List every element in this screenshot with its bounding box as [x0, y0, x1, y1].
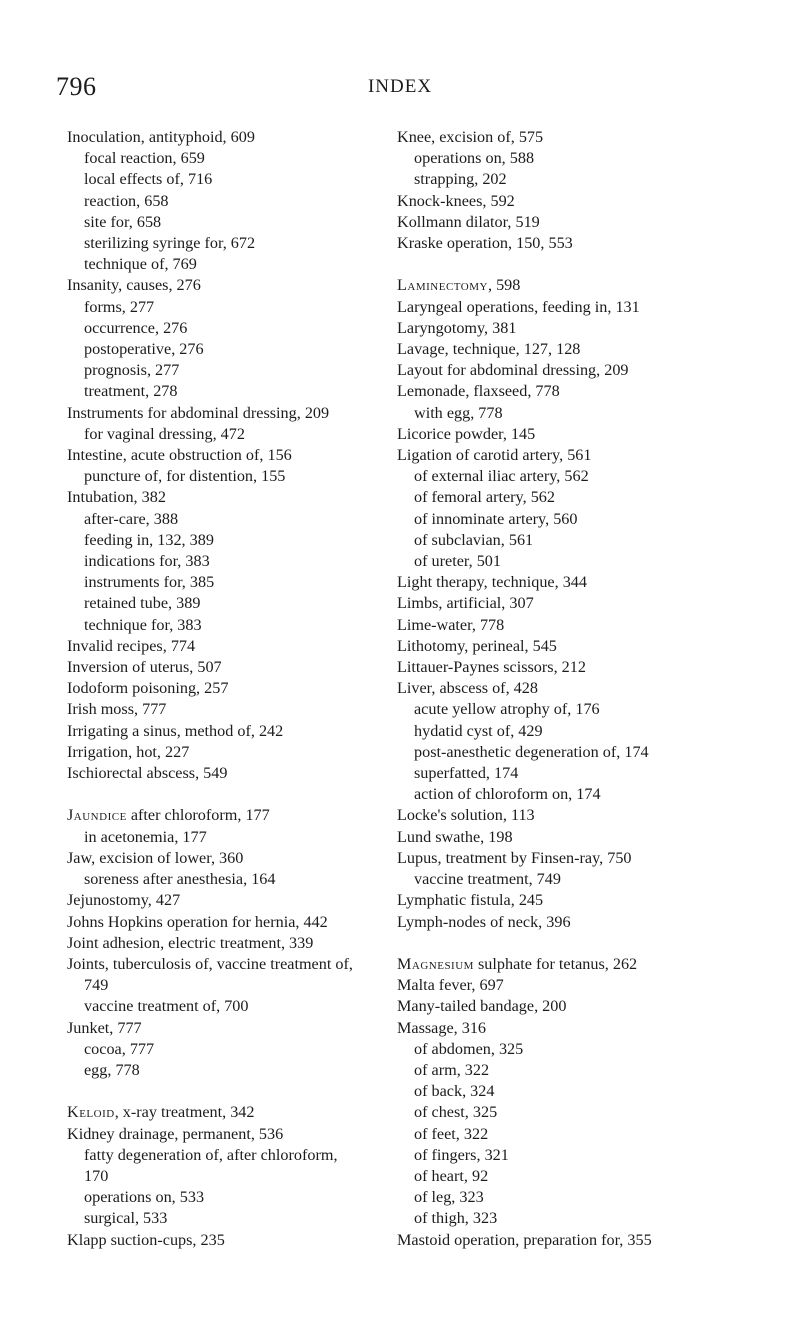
- index-subentry: [67, 996, 407, 1017]
- index-subentry: [67, 212, 407, 233]
- index-subentry: [397, 784, 742, 805]
- index-entry-text: Jaw, excision of lower, 360: [67, 848, 244, 867]
- index-entry-text: of feet, 322: [414, 1124, 489, 1143]
- index-entry-text: Mastoid operation, preparation for, 355: [397, 1230, 652, 1249]
- index-letter-heading: Keloid: [67, 1103, 115, 1122]
- index-entry-text: strapping, 202: [414, 170, 507, 189]
- index-entry-text: of abdomen, 325: [414, 1039, 524, 1058]
- index-entry: [67, 848, 407, 869]
- index-subentry: [397, 169, 742, 190]
- index-subentry: [67, 466, 407, 487]
- index-entry-continuation: [67, 1166, 407, 1187]
- index-entry-text: Invalid recipes, 774: [67, 636, 196, 655]
- index-entry-text: vaccine treatment of, 700: [84, 997, 249, 1016]
- index-subentry: [397, 1081, 742, 1102]
- index-entry: [397, 191, 742, 212]
- index-entry: [67, 742, 407, 763]
- index-subentry: [67, 297, 407, 318]
- index-entry-text: of leg, 323: [414, 1188, 484, 1207]
- index-subentry: [397, 1124, 742, 1145]
- index-entry-text: site for, 658: [84, 212, 162, 231]
- index-entry-text: egg, 778: [84, 1060, 140, 1079]
- index-entry-text: of fingers, 321: [414, 1145, 509, 1164]
- index-entry-text: fatty degeneration of, after chloroform,: [84, 1145, 338, 1164]
- index-entry-text: Lime-water, 778: [397, 615, 505, 634]
- index-entry: [397, 890, 742, 911]
- index-entry: [67, 954, 407, 975]
- index-subentry: [67, 572, 407, 593]
- index-subentry: [67, 1208, 407, 1229]
- index-entry-text: of arm, 322: [414, 1060, 490, 1079]
- index-entry-text: Irrigating a sinus, method of, 242: [67, 721, 284, 740]
- index-letter-heading: Laminectomy: [397, 276, 488, 295]
- index-subentry: [67, 615, 407, 636]
- index-entry: [397, 297, 742, 318]
- index-entry-text: Iodoform poisoning, 257: [67, 679, 229, 698]
- index-entry-text: Locke's solution, 113: [397, 806, 535, 825]
- index-entry: [397, 127, 742, 148]
- index-subentry: [397, 148, 742, 169]
- index-entry-text: 170: [84, 1166, 109, 1185]
- index-subentry: [397, 487, 742, 508]
- index-subentry: [397, 1060, 742, 1081]
- index-entry-text: reaction, 658: [84, 191, 169, 210]
- index-entry: [67, 805, 407, 826]
- index-subentry: [67, 381, 407, 402]
- index-entry-text: Lithotomy, perineal, 545: [397, 636, 557, 655]
- index-entry: [397, 678, 742, 699]
- index-subentry: [67, 551, 407, 572]
- index-entry: [397, 275, 742, 296]
- index-entry-text: retained tube, 389: [84, 594, 201, 613]
- index-entry-text: Limbs, artificial, 307: [397, 594, 534, 613]
- index-entry-text: technique for, 383: [84, 615, 202, 634]
- index-subentry: [397, 699, 742, 720]
- index-entry-text: Malta fever, 697: [397, 976, 504, 995]
- index-subentry: [67, 318, 407, 339]
- page-number: 796: [56, 72, 97, 101]
- index-entry-text: Intestine, acute obstruction of, 156: [67, 446, 292, 465]
- index-entry-text: Lund swathe, 198: [397, 827, 513, 846]
- index-entry: [67, 890, 407, 911]
- index-entry-text: of femoral artery, 562: [414, 488, 555, 507]
- index-entry: [397, 424, 742, 445]
- index-subentry: [397, 721, 742, 742]
- index-entry: [67, 636, 407, 657]
- index-entry-text: post-anesthetic degeneration of, 174: [414, 742, 649, 761]
- index-entry: [397, 360, 742, 381]
- index-entry-text: Joints, tuberculosis of, vaccine treatment of,: [67, 954, 353, 973]
- index-subentry: [397, 1102, 742, 1123]
- index-entry-text: operations on, 588: [414, 149, 535, 168]
- index-entry-text: Many-tailed bandage, 200: [397, 997, 567, 1016]
- index-entry-text: of heart, 92: [414, 1166, 489, 1185]
- index-entry-text: of external iliac artery, 562: [414, 467, 589, 486]
- index-subentry: [67, 169, 407, 190]
- index-entry: [67, 912, 407, 933]
- index-entry-text: cocoa, 777: [84, 1039, 155, 1058]
- index-entry: [397, 1018, 742, 1039]
- index-entry-text: treatment, 278: [84, 382, 178, 401]
- index-entry: [67, 1018, 407, 1039]
- index-entry-text: soreness after anesthesia, 164: [84, 870, 276, 889]
- index-entry: [67, 127, 407, 148]
- index-entry-text: forms, 277: [84, 297, 155, 316]
- index-entry: [397, 233, 742, 254]
- index-entry-text: , x-ray treatment, 342: [114, 1103, 255, 1122]
- index-entry-text: puncture of, for distention, 155: [84, 467, 286, 486]
- index-entry: [67, 678, 407, 699]
- index-subentry: [67, 827, 407, 848]
- index-entry-text: feeding in, 132, 389: [84, 530, 214, 549]
- index-entry-text: Layout for abdominal dressing, 209: [397, 361, 629, 380]
- index-entry: [67, 721, 407, 742]
- index-entry-text: of chest, 325: [414, 1103, 498, 1122]
- index-entry-text: instruments for, 385: [84, 573, 215, 592]
- index-entry-text: with egg, 778: [414, 403, 503, 422]
- index-entry-text: prognosis, 277: [84, 361, 180, 380]
- index-column-left: [67, 127, 407, 1251]
- index-entry-text: vaccine treatment, 749: [414, 870, 561, 889]
- index-subentry: [397, 403, 742, 424]
- index-subentry: [397, 1039, 742, 1060]
- index-entry-text: Junket, 777: [67, 1018, 142, 1037]
- index-entry-text: operations on, 533: [84, 1188, 205, 1207]
- index-subentry: [67, 1187, 407, 1208]
- index-entry-text: sterilizing syringe for, 672: [84, 234, 256, 253]
- index-entry-text: Lymph-nodes of neck, 396: [397, 912, 571, 931]
- index-entry: [397, 212, 742, 233]
- index-entry: [397, 912, 742, 933]
- index-entry-text: , 598: [487, 276, 521, 295]
- index-entry: [397, 1230, 742, 1251]
- index-entry-text: surgical, 533: [84, 1209, 168, 1228]
- index-entry-text: of thigh, 323: [414, 1209, 498, 1228]
- index-entry-text: acute yellow atrophy of, 176: [414, 700, 600, 719]
- index-subentry: [67, 254, 407, 275]
- index-subentry: [397, 869, 742, 890]
- index-entry-text: Lupus, treatment by Finsen-ray, 750: [397, 848, 632, 867]
- index-subentry: [397, 763, 742, 784]
- index-entry-text: Laryngotomy, 381: [397, 318, 517, 337]
- index-entry-text: of subclavian, 561: [414, 530, 534, 549]
- index-subentry: [397, 1166, 742, 1187]
- index-entry-text: Ligation of carotid artery, 561: [397, 446, 592, 465]
- index-subentry: [67, 191, 407, 212]
- index-letter-heading: Jaundice: [67, 806, 127, 825]
- running-head: INDEX: [367, 76, 433, 97]
- index-entry: [397, 848, 742, 869]
- index-entry-text: of innominate artery, 560: [414, 509, 578, 528]
- index-subentry: [397, 742, 742, 763]
- index-entry: [397, 318, 742, 339]
- index-entry-text: Kidney drainage, permanent, 536: [67, 1124, 284, 1143]
- index-entry-text: superfatted, 174: [414, 764, 519, 783]
- index-entry: [67, 275, 407, 296]
- index-subentry: [397, 551, 742, 572]
- index-entry: [397, 827, 742, 848]
- index-subentry: [67, 360, 407, 381]
- index-entry: [397, 636, 742, 657]
- index-entry-text: Klapp suction-cups, 235: [67, 1230, 225, 1249]
- index-entry-text: sulphate for tetanus, 262: [473, 954, 638, 973]
- index-entry-text: of ureter, 501: [414, 552, 501, 571]
- index-entry-text: in acetonemia, 177: [84, 827, 207, 846]
- index-entry-text: Lymphatic fistula, 245: [397, 891, 544, 910]
- index-entry: [67, 487, 407, 508]
- index-entry-text: Inversion of uterus, 507: [67, 658, 222, 677]
- index-subentry: [397, 1145, 742, 1166]
- index-entry-text: Instruments for abdominal dressing, 209: [67, 403, 330, 422]
- index-entry: [397, 593, 742, 614]
- index-entry: [67, 699, 407, 720]
- index-entry-text: technique of, 769: [84, 255, 197, 274]
- index-column-right: [397, 127, 742, 1251]
- index-subentry: [67, 1145, 407, 1166]
- index-entry: [67, 445, 407, 466]
- index-entry-text: Lavage, technique, 127, 128: [397, 340, 581, 359]
- index-entry-text: hydatid cyst of, 429: [414, 721, 543, 740]
- index-entry: [397, 975, 742, 996]
- index-entry: [397, 954, 742, 975]
- index-entry: [397, 339, 742, 360]
- index-entry: [67, 657, 407, 678]
- index-subentry: [397, 466, 742, 487]
- index-entry-text: local effects of, 716: [84, 170, 213, 189]
- index-entry-text: Jejunostomy, 427: [67, 891, 181, 910]
- index-entry-text: Irish moss, 777: [67, 700, 167, 719]
- index-subentry: [397, 1208, 742, 1229]
- index-subentry: [397, 1187, 742, 1208]
- index-entry-text: Kraske operation, 150, 553: [397, 234, 573, 253]
- index-entry-text: Inoculation, antityphoid, 609: [67, 128, 255, 146]
- index-entry-text: action of chloroform on, 174: [414, 785, 601, 804]
- index-entry-text: occurrence, 276: [84, 318, 188, 337]
- index-entry-continuation: [67, 975, 407, 996]
- index-entry-text: after-care, 388: [84, 509, 179, 528]
- index-entry-text: focal reaction, 659: [84, 149, 205, 168]
- index-entry-text: Irrigation, hot, 227: [67, 742, 190, 761]
- index-entry: [67, 763, 407, 784]
- index-entry-text: Kollmann dilator, 519: [397, 212, 540, 231]
- index-entry-text: Insanity, causes, 276: [67, 276, 201, 295]
- index-entry: [397, 996, 742, 1017]
- index-entry: [397, 615, 742, 636]
- index-entry-text: Laryngeal operations, feeding in, 131: [397, 297, 640, 316]
- index-entry-text: Massage, 316: [397, 1018, 487, 1037]
- index-subentry: [397, 530, 742, 551]
- index-subentry: [67, 509, 407, 530]
- index-entry-text: Licorice powder, 145: [397, 424, 536, 443]
- index-entry-text: 749: [84, 976, 109, 995]
- index-entry-text: Intubation, 382: [67, 488, 166, 507]
- index-subentry: [397, 509, 742, 530]
- index-entry: [67, 1102, 407, 1123]
- index-entry-text: of back, 324: [414, 1082, 495, 1101]
- index-letter-heading: Magnesium: [397, 954, 474, 973]
- index-subentry: [67, 1060, 407, 1081]
- index-entry: [67, 403, 407, 424]
- index-entry-text: Johns Hopkins operation for hernia, 442: [67, 912, 328, 931]
- index-entry-text: Knock-knees, 592: [397, 191, 515, 210]
- index-entry: [67, 1124, 407, 1145]
- index-entry: [397, 805, 742, 826]
- index-entry-text: Littauer-Paynes scissors, 212: [397, 658, 586, 677]
- index-subentry: [67, 339, 407, 360]
- index-entry-text: after chloroform, 177: [126, 806, 270, 825]
- index-subentry: [67, 593, 407, 614]
- index-subentry: [67, 424, 407, 445]
- index-entry: [397, 381, 742, 402]
- index-subentry: [67, 233, 407, 254]
- index-entry-text: for vaginal dressing, 472: [84, 424, 245, 443]
- index-entry-text: indications for, 383: [84, 552, 210, 571]
- index-entry-text: Liver, abscess of, 428: [397, 679, 538, 698]
- index-subentry: [67, 530, 407, 551]
- index-subentry: [67, 869, 407, 890]
- index-entry-text: Ischiorectal abscess, 549: [67, 764, 228, 783]
- index-entry-text: Knee, excision of, 575: [397, 128, 544, 146]
- index-entry: [397, 572, 742, 593]
- index-entry-text: Light therapy, technique, 344: [397, 573, 587, 592]
- index-subentry: [67, 1039, 407, 1060]
- index-entry: [67, 933, 407, 954]
- index-entry: [67, 1230, 407, 1251]
- index-entry-text: Lemonade, flaxseed, 778: [397, 382, 560, 401]
- index-entry-text: postoperative, 276: [84, 340, 204, 359]
- index-subentry: [67, 148, 407, 169]
- index-entry: [397, 445, 742, 466]
- index-entry: [397, 657, 742, 678]
- index-entry-text: Joint adhesion, electric treatment, 339: [67, 933, 314, 952]
